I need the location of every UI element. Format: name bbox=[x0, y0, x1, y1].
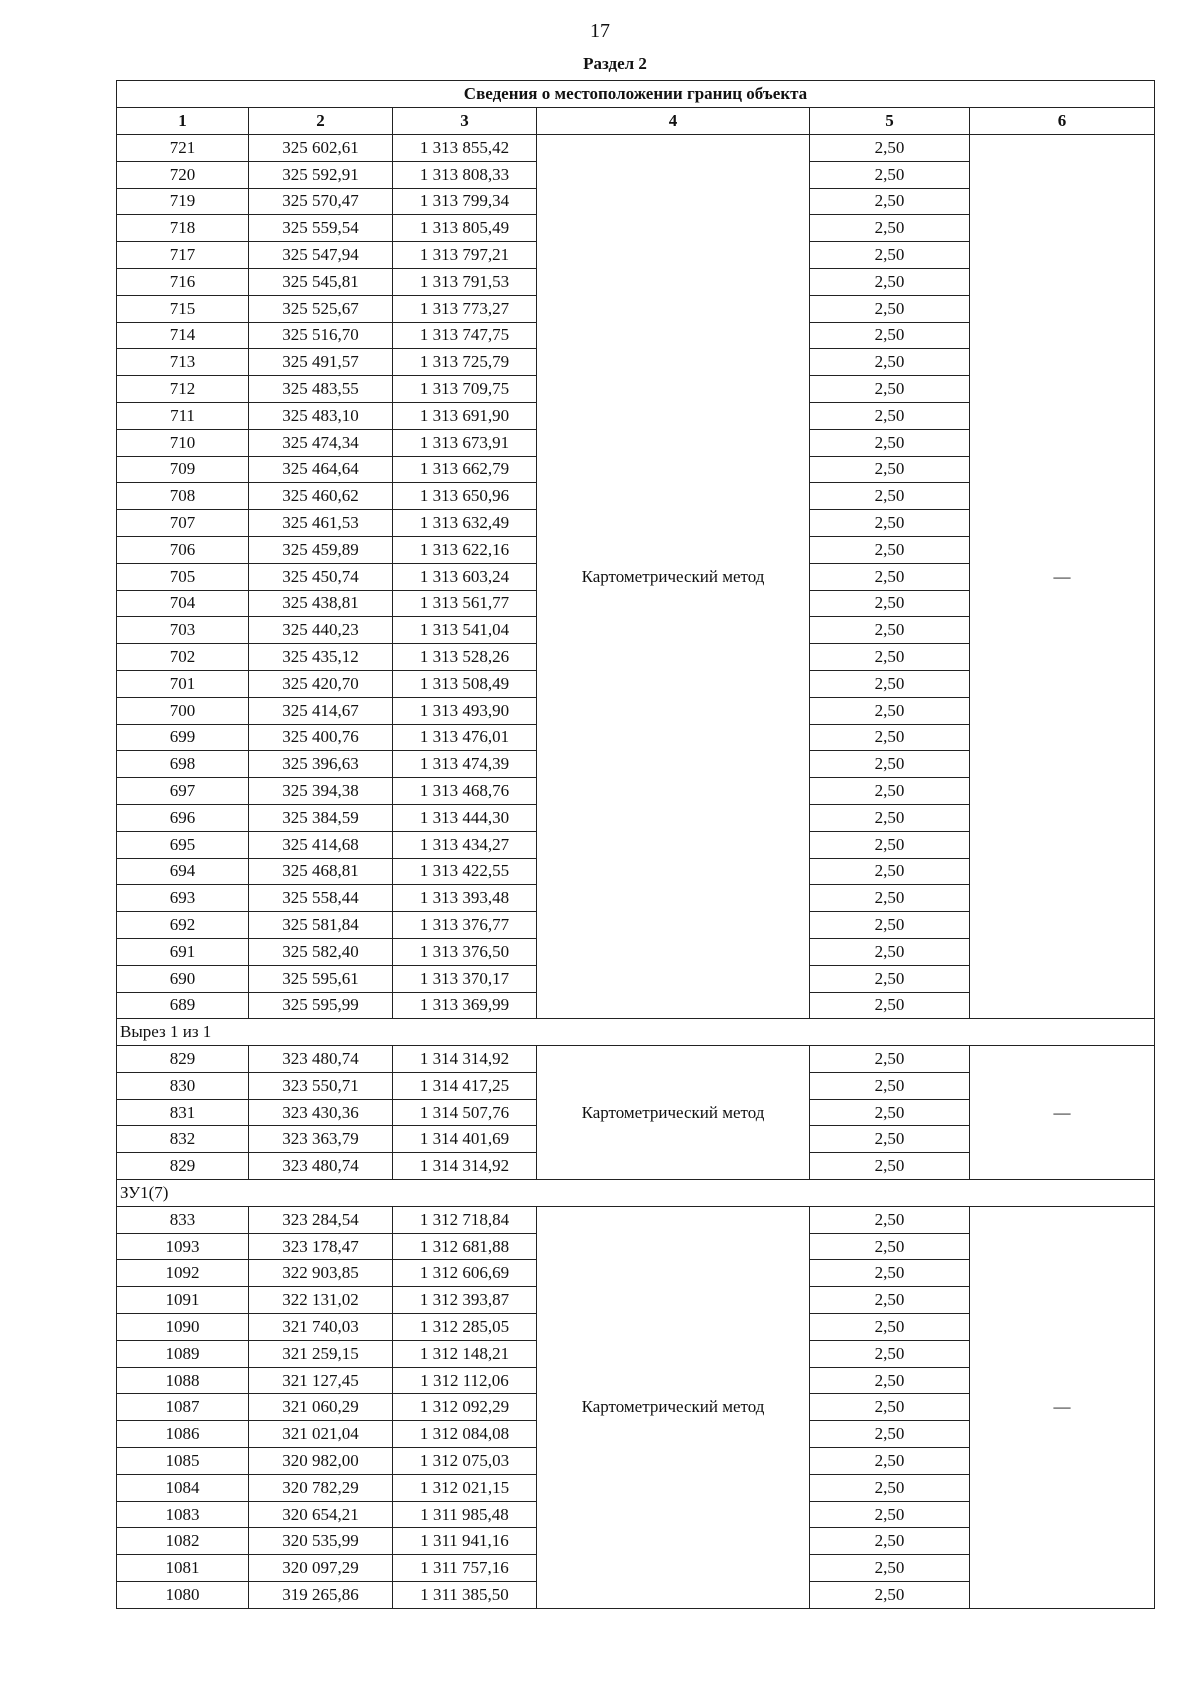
point-number: 701 bbox=[117, 670, 249, 697]
column-header-6: 6 bbox=[970, 108, 1155, 135]
point-number: 1092 bbox=[117, 1260, 249, 1287]
precision: 2,50 bbox=[810, 751, 970, 778]
page-number: 17 bbox=[590, 20, 610, 42]
coord-x: 323 550,71 bbox=[249, 1072, 393, 1099]
point-number: 832 bbox=[117, 1126, 249, 1153]
coord-y: 1 313 791,53 bbox=[393, 268, 537, 295]
coord-y: 1 312 084,08 bbox=[393, 1421, 537, 1448]
precision: 2,50 bbox=[810, 483, 970, 510]
coord-x: 319 265,86 bbox=[249, 1582, 393, 1609]
precision: 2,50 bbox=[810, 376, 970, 403]
table-row bbox=[117, 135, 1155, 162]
coord-y: 1 314 507,76 bbox=[393, 1099, 537, 1126]
coord-y: 1 313 541,04 bbox=[393, 617, 537, 644]
precision: 2,50 bbox=[810, 1314, 970, 1341]
precision: 2,50 bbox=[810, 402, 970, 429]
coord-y: 1 312 285,05 bbox=[393, 1314, 537, 1341]
table-caption-row bbox=[117, 81, 1155, 108]
point-number: 692 bbox=[117, 912, 249, 939]
point-number: 716 bbox=[117, 268, 249, 295]
coord-x: 325 559,54 bbox=[249, 215, 393, 242]
coord-x: 323 430,36 bbox=[249, 1099, 393, 1126]
coord-x: 323 480,74 bbox=[249, 1046, 393, 1073]
column-header-4: 4 bbox=[537, 108, 810, 135]
coord-y: 1 313 650,96 bbox=[393, 483, 537, 510]
coord-y: 1 313 376,50 bbox=[393, 938, 537, 965]
point-number: 715 bbox=[117, 295, 249, 322]
point-number: 1080 bbox=[117, 1582, 249, 1609]
precision: 2,50 bbox=[810, 670, 970, 697]
coord-y: 1 313 444,30 bbox=[393, 804, 537, 831]
precision: 2,50 bbox=[810, 1072, 970, 1099]
coord-y: 1 312 718,84 bbox=[393, 1206, 537, 1233]
coord-x: 325 595,99 bbox=[249, 992, 393, 1019]
precision: 2,50 bbox=[810, 295, 970, 322]
coord-y: 1 314 314,92 bbox=[393, 1153, 537, 1180]
method-cell: Картометрический метод bbox=[537, 1206, 810, 1608]
point-number: 702 bbox=[117, 644, 249, 671]
coord-x: 325 595,61 bbox=[249, 965, 393, 992]
coord-x: 325 438,81 bbox=[249, 590, 393, 617]
coord-x: 325 384,59 bbox=[249, 804, 393, 831]
coord-x: 325 461,53 bbox=[249, 510, 393, 537]
precision: 2,50 bbox=[810, 965, 970, 992]
coord-x: 325 414,67 bbox=[249, 697, 393, 724]
coord-x: 325 592,91 bbox=[249, 161, 393, 188]
column-header-2: 2 bbox=[249, 108, 393, 135]
coord-x: 325 547,94 bbox=[249, 242, 393, 269]
coord-x: 323 363,79 bbox=[249, 1126, 393, 1153]
coord-y: 1 312 092,29 bbox=[393, 1394, 537, 1421]
precision: 2,50 bbox=[810, 322, 970, 349]
section-title: Раздел 2 bbox=[583, 54, 647, 73]
precision: 2,50 bbox=[810, 215, 970, 242]
precision: 2,50 bbox=[810, 1448, 970, 1475]
coord-y: 1 313 369,99 bbox=[393, 992, 537, 1019]
coord-x: 325 435,12 bbox=[249, 644, 393, 671]
coord-x: 325 450,74 bbox=[249, 563, 393, 590]
precision: 2,50 bbox=[810, 1260, 970, 1287]
coord-y: 1 313 709,75 bbox=[393, 376, 537, 403]
precision: 2,50 bbox=[810, 724, 970, 751]
group-label-row bbox=[117, 1180, 1155, 1207]
table-header-row bbox=[117, 108, 1155, 135]
precision: 2,50 bbox=[810, 1367, 970, 1394]
coord-y: 1 313 393,48 bbox=[393, 885, 537, 912]
precision: 2,50 bbox=[810, 349, 970, 376]
precision: 2,50 bbox=[810, 135, 970, 162]
precision: 2,50 bbox=[810, 831, 970, 858]
coord-y: 1 313 528,26 bbox=[393, 644, 537, 671]
precision: 2,50 bbox=[810, 188, 970, 215]
point-number: 697 bbox=[117, 778, 249, 805]
precision: 2,50 bbox=[810, 697, 970, 724]
point-number: 721 bbox=[117, 135, 249, 162]
precision: 2,50 bbox=[810, 912, 970, 939]
method-cell: Картометрический метод bbox=[537, 1046, 810, 1180]
coord-x: 325 474,34 bbox=[249, 429, 393, 456]
point-number: 714 bbox=[117, 322, 249, 349]
precision: 2,50 bbox=[810, 885, 970, 912]
coord-x: 325 545,81 bbox=[249, 268, 393, 295]
coord-x: 325 464,64 bbox=[249, 456, 393, 483]
coord-y: 1 313 662,79 bbox=[393, 456, 537, 483]
group-label-row bbox=[117, 1019, 1155, 1046]
point-number: 833 bbox=[117, 1206, 249, 1233]
coord-y: 1 313 474,39 bbox=[393, 751, 537, 778]
point-number: 1081 bbox=[117, 1555, 249, 1582]
precision: 2,50 bbox=[810, 268, 970, 295]
coord-y: 1 313 799,34 bbox=[393, 188, 537, 215]
precision: 2,50 bbox=[810, 161, 970, 188]
coord-x: 325 483,55 bbox=[249, 376, 393, 403]
precision: 2,50 bbox=[810, 1582, 970, 1609]
column-header-5: 5 bbox=[810, 108, 970, 135]
point-number: 709 bbox=[117, 456, 249, 483]
coord-y: 1 313 805,49 bbox=[393, 215, 537, 242]
coord-y: 1 313 797,21 bbox=[393, 242, 537, 269]
coord-y: 1 314 417,25 bbox=[393, 1072, 537, 1099]
point-number: 698 bbox=[117, 751, 249, 778]
point-number: 707 bbox=[117, 510, 249, 537]
coord-y: 1 312 112,06 bbox=[393, 1367, 537, 1394]
coord-y: 1 312 681,88 bbox=[393, 1233, 537, 1260]
point-number: 693 bbox=[117, 885, 249, 912]
point-number: 711 bbox=[117, 402, 249, 429]
coord-x: 325 582,40 bbox=[249, 938, 393, 965]
coord-y: 1 312 148,21 bbox=[393, 1340, 537, 1367]
coord-x: 320 097,29 bbox=[249, 1555, 393, 1582]
coord-y: 1 313 493,90 bbox=[393, 697, 537, 724]
coord-y: 1 313 434,27 bbox=[393, 831, 537, 858]
coord-y: 1 313 376,77 bbox=[393, 912, 537, 939]
coord-x: 325 516,70 bbox=[249, 322, 393, 349]
precision: 2,50 bbox=[810, 1421, 970, 1448]
coord-y: 1 314 314,92 bbox=[393, 1046, 537, 1073]
precision: 2,50 bbox=[810, 1126, 970, 1153]
coord-y: 1 312 075,03 bbox=[393, 1448, 537, 1475]
coord-y: 1 313 855,42 bbox=[393, 135, 537, 162]
coord-y: 1 313 747,75 bbox=[393, 322, 537, 349]
point-number: 708 bbox=[117, 483, 249, 510]
point-number: 717 bbox=[117, 242, 249, 269]
coord-x: 321 060,29 bbox=[249, 1394, 393, 1421]
coord-x: 325 394,38 bbox=[249, 778, 393, 805]
coord-x: 325 414,68 bbox=[249, 831, 393, 858]
coord-y: 1 313 632,49 bbox=[393, 510, 537, 537]
precision: 2,50 bbox=[810, 1206, 970, 1233]
coord-y: 1 313 673,91 bbox=[393, 429, 537, 456]
coord-x: 321 021,04 bbox=[249, 1421, 393, 1448]
coord-y: 1 313 773,27 bbox=[393, 295, 537, 322]
coord-x: 325 396,63 bbox=[249, 751, 393, 778]
precision: 2,50 bbox=[810, 1501, 970, 1528]
precision: 2,50 bbox=[810, 1394, 970, 1421]
coord-y: 1 312 606,69 bbox=[393, 1260, 537, 1287]
point-number: 710 bbox=[117, 429, 249, 456]
coord-x: 325 558,44 bbox=[249, 885, 393, 912]
coord-x: 325 400,76 bbox=[249, 724, 393, 751]
point-number: 705 bbox=[117, 563, 249, 590]
precision: 2,50 bbox=[810, 510, 970, 537]
point-number: 696 bbox=[117, 804, 249, 831]
point-number: 718 bbox=[117, 215, 249, 242]
precision: 2,50 bbox=[810, 1099, 970, 1126]
coord-x: 325 570,47 bbox=[249, 188, 393, 215]
coord-y: 1 313 561,77 bbox=[393, 590, 537, 617]
point-number: 690 bbox=[117, 965, 249, 992]
point-number: 1090 bbox=[117, 1314, 249, 1341]
group-label: ЗУ1(7) bbox=[117, 1180, 1155, 1207]
point-number: 1084 bbox=[117, 1474, 249, 1501]
point-number: 1088 bbox=[117, 1367, 249, 1394]
column-6-cell: — bbox=[970, 1046, 1155, 1180]
coord-x: 325 483,10 bbox=[249, 402, 393, 429]
coord-y: 1 311 941,16 bbox=[393, 1528, 537, 1555]
point-number: 695 bbox=[117, 831, 249, 858]
precision: 2,50 bbox=[810, 1474, 970, 1501]
precision: 2,50 bbox=[810, 1528, 970, 1555]
table-row bbox=[117, 1046, 1155, 1073]
point-number: 712 bbox=[117, 376, 249, 403]
precision: 2,50 bbox=[810, 1555, 970, 1582]
coord-x: 321 127,45 bbox=[249, 1367, 393, 1394]
precision: 2,50 bbox=[810, 536, 970, 563]
coord-y: 1 314 401,69 bbox=[393, 1126, 537, 1153]
point-number: 703 bbox=[117, 617, 249, 644]
point-number: 694 bbox=[117, 858, 249, 885]
point-number: 691 bbox=[117, 938, 249, 965]
point-number: 1083 bbox=[117, 1501, 249, 1528]
precision: 2,50 bbox=[810, 429, 970, 456]
coord-y: 1 313 476,01 bbox=[393, 724, 537, 751]
point-number: 1089 bbox=[117, 1340, 249, 1367]
precision: 2,50 bbox=[810, 1153, 970, 1180]
table-row bbox=[117, 1206, 1155, 1233]
coord-y: 1 311 385,50 bbox=[393, 1582, 537, 1609]
coord-y: 1 311 757,16 bbox=[393, 1555, 537, 1582]
coord-y: 1 313 508,49 bbox=[393, 670, 537, 697]
point-number: 699 bbox=[117, 724, 249, 751]
precision: 2,50 bbox=[810, 804, 970, 831]
point-number: 1085 bbox=[117, 1448, 249, 1475]
point-number: 700 bbox=[117, 697, 249, 724]
column-6-cell: — bbox=[970, 1206, 1155, 1608]
coord-x: 323 480,74 bbox=[249, 1153, 393, 1180]
point-number: 1087 bbox=[117, 1394, 249, 1421]
point-number: 1091 bbox=[117, 1287, 249, 1314]
coord-x: 320 982,00 bbox=[249, 1448, 393, 1475]
coord-x: 325 460,62 bbox=[249, 483, 393, 510]
point-number: 829 bbox=[117, 1046, 249, 1073]
coord-x: 320 535,99 bbox=[249, 1528, 393, 1555]
precision: 2,50 bbox=[810, 1340, 970, 1367]
point-number: 704 bbox=[117, 590, 249, 617]
point-number: 689 bbox=[117, 992, 249, 1019]
coord-x: 321 740,03 bbox=[249, 1314, 393, 1341]
point-number: 1086 bbox=[117, 1421, 249, 1448]
coord-y: 1 311 985,48 bbox=[393, 1501, 537, 1528]
coord-x: 325 440,23 bbox=[249, 617, 393, 644]
precision: 2,50 bbox=[810, 456, 970, 483]
coord-x: 322 131,02 bbox=[249, 1287, 393, 1314]
point-number: 719 bbox=[117, 188, 249, 215]
coord-x: 325 491,57 bbox=[249, 349, 393, 376]
boundary-coordinates-table bbox=[116, 80, 1155, 1609]
precision: 2,50 bbox=[810, 644, 970, 671]
coord-x: 322 903,85 bbox=[249, 1260, 393, 1287]
coord-x: 325 602,61 bbox=[249, 135, 393, 162]
coord-x: 325 468,81 bbox=[249, 858, 393, 885]
precision: 2,50 bbox=[810, 858, 970, 885]
point-number: 831 bbox=[117, 1099, 249, 1126]
group-label: Вырез 1 из 1 bbox=[117, 1019, 1155, 1046]
coord-y: 1 312 021,15 bbox=[393, 1474, 537, 1501]
coord-x: 325 525,67 bbox=[249, 295, 393, 322]
precision: 2,50 bbox=[810, 938, 970, 965]
coord-x: 321 259,15 bbox=[249, 1340, 393, 1367]
coord-x: 323 284,54 bbox=[249, 1206, 393, 1233]
coord-y: 1 313 422,55 bbox=[393, 858, 537, 885]
coord-x: 323 178,47 bbox=[249, 1233, 393, 1260]
precision: 2,50 bbox=[810, 242, 970, 269]
table-caption: Сведения о местоположении границ объекта bbox=[117, 81, 1155, 108]
precision: 2,50 bbox=[810, 778, 970, 805]
coord-y: 1 312 393,87 bbox=[393, 1287, 537, 1314]
column-header-1: 1 bbox=[117, 108, 249, 135]
coord-y: 1 313 808,33 bbox=[393, 161, 537, 188]
coord-x: 320 782,29 bbox=[249, 1474, 393, 1501]
precision: 2,50 bbox=[810, 563, 970, 590]
precision: 2,50 bbox=[810, 590, 970, 617]
point-number: 713 bbox=[117, 349, 249, 376]
precision: 2,50 bbox=[810, 1046, 970, 1073]
method-cell: Картометрический метод bbox=[537, 135, 810, 1019]
coord-y: 1 313 725,79 bbox=[393, 349, 537, 376]
column-header-3: 3 bbox=[393, 108, 537, 135]
precision: 2,50 bbox=[810, 1287, 970, 1314]
precision: 2,50 bbox=[810, 1233, 970, 1260]
coord-x: 325 581,84 bbox=[249, 912, 393, 939]
coord-y: 1 313 622,16 bbox=[393, 536, 537, 563]
coord-x: 320 654,21 bbox=[249, 1501, 393, 1528]
point-number: 829 bbox=[117, 1153, 249, 1180]
coord-x: 325 459,89 bbox=[249, 536, 393, 563]
point-number: 830 bbox=[117, 1072, 249, 1099]
precision: 2,50 bbox=[810, 992, 970, 1019]
coord-x: 325 420,70 bbox=[249, 670, 393, 697]
precision: 2,50 bbox=[810, 617, 970, 644]
point-number: 706 bbox=[117, 536, 249, 563]
column-6-cell: — bbox=[970, 135, 1155, 1019]
point-number: 1093 bbox=[117, 1233, 249, 1260]
coord-y: 1 313 370,17 bbox=[393, 965, 537, 992]
point-number: 720 bbox=[117, 161, 249, 188]
coord-y: 1 313 691,90 bbox=[393, 402, 537, 429]
coord-y: 1 313 603,24 bbox=[393, 563, 537, 590]
coord-y: 1 313 468,76 bbox=[393, 778, 537, 805]
point-number: 1082 bbox=[117, 1528, 249, 1555]
